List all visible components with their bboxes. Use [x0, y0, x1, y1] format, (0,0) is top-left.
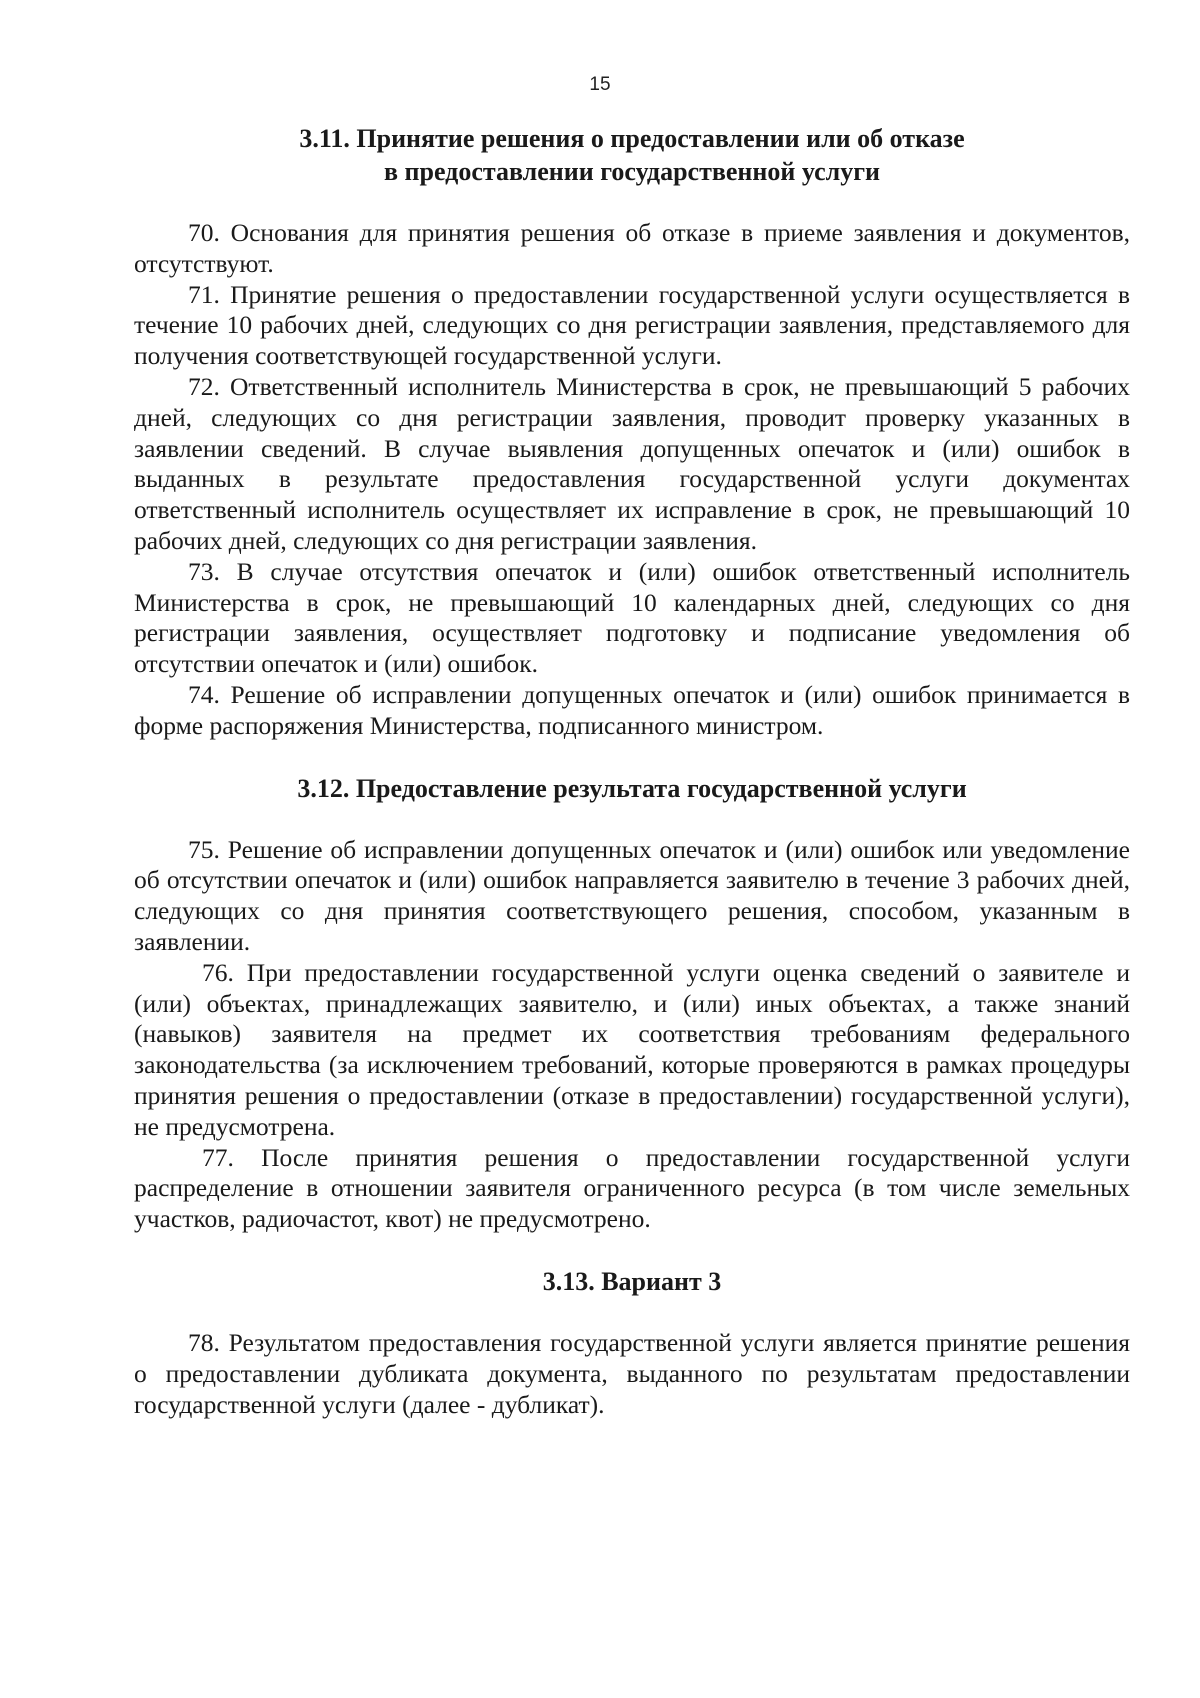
paragraph-73: 73. В случае отсутствия опечаток и (или) ошибок ответственный исполнитель Министерства в срок, не превышающий 10 календарных дней, следующих со дня регистрации заявления, осуществляет подготовку и подписание уведомления об отсутствии опечаток и (или) ошибок.: [134, 556, 1130, 679]
section-heading-3-13: [134, 1265, 1130, 1298]
document-body: [134, 122, 1130, 1420]
spacer: [134, 805, 1130, 835]
spacer: [134, 188, 1130, 218]
paragraph-75: 75. Решение об исправлении допущенных опечаток и (или) ошибок или уведомление об отсутствии опечаток и (или) ошибок направляется заявителю в течение 3 рабочих дней, следующих со дня принятия соответствующего решения, способом, указанным в заявлении.: [134, 834, 1130, 956]
page-number: 15: [589, 74, 611, 95]
heading-line: 3.13. Вариант 3: [542, 1266, 722, 1296]
paragraph-74: 74. Решение об исправлении допущенных опечаток и (или) ошибок принимается в форме распоряжения Министерства, подписанного министром.: [134, 679, 1130, 740]
spacer: [134, 1298, 1130, 1328]
spacer: [134, 742, 1130, 772]
paragraph-70: 70. Основания для принятия решения об отказе в приеме заявления и документов, отсутствуют.: [134, 218, 1130, 278]
spacer: [134, 1235, 1130, 1265]
section-heading-3-11: [134, 122, 1130, 188]
paragraph-78: 78. Результатом предоставления государственной услуги является принятие решения о предоставлении дубликата документа, выданного по результатам предоставлении государственной услуги (далее - дубликат).: [134, 1327, 1130, 1419]
heading-line: в предоставлении государственной услуги: [383, 157, 880, 186]
paragraph-72: 72. Ответственный исполнитель Министерства в срок, не превышающий 5 рабочих дней, следующих со дня регистрации заявления, проводит проверку указанных в заявлении сведений. В случае выявления допущенных опечаток и (или) ошибок в выданных в результате предоставления государственной услуги документах ответственный исполнитель осуществляет их исправление в срок, не превышающий 10 рабочих дней, следующих со дня регистрации заявления.: [134, 371, 1130, 555]
paragraph-77: 77. После принятия решения о предоставлении государственной услуги распределение в отношении заявителя ограниченного ресурса (в том числе земельных участков, радиочастот, квот) не предусмотрено.: [134, 1142, 1130, 1234]
paragraph-76: 76. При предоставлении государственной услуги оценка сведений о заявителе и (или) объектах, принадлежащих заявителю, и (или) иных объектах, а также знаний (навыков) заявителя на предмет их соответствия требованиям федерального законодательства (за исключением требований, которые проверяются в рамках процедуры принятия решения о предоставлении (отказе в предоставлении) государственной услуги), не предусмотрена.: [134, 957, 1130, 1141]
paragraph-71: 71. Принятие решения о предоставлении государственной услуги осуществляется в течение 10 рабочих дней, следующих со дня регистрации заявления, представляемого для получения соответствующей государственной услуги.: [134, 279, 1130, 371]
section-heading-3-12: [134, 772, 1130, 805]
heading-line: 3.12. Предоставление результата государственной услуги: [297, 773, 967, 803]
heading-line: 3.11. Принятие решения о предоставлении или об отказе: [299, 124, 965, 153]
